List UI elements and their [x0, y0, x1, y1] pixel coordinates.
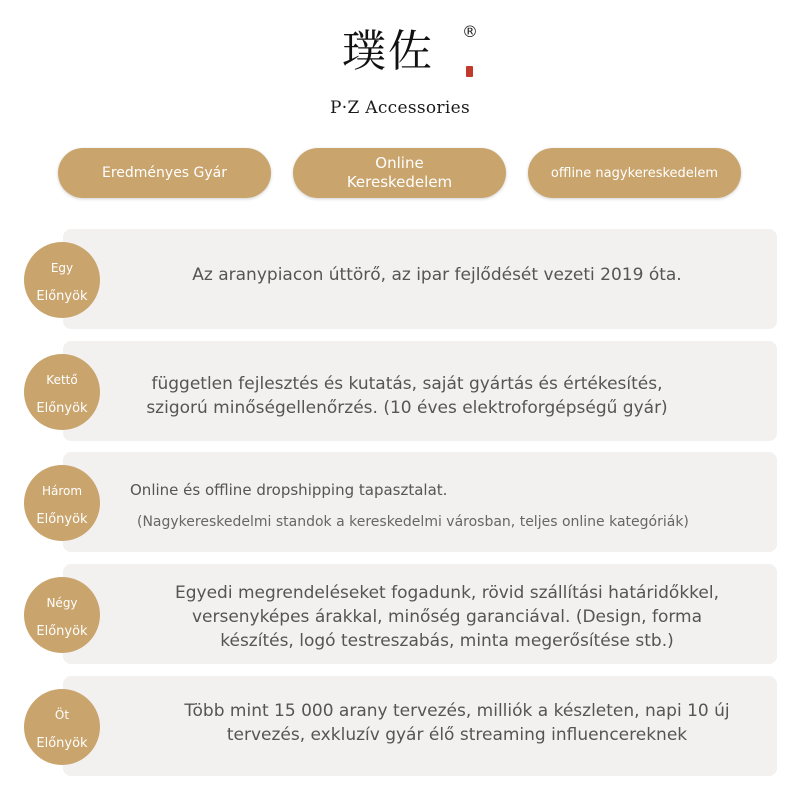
advantage-badge-4 — [24, 577, 100, 653]
advantage-label: Előnyök — [36, 624, 88, 639]
brand-name: P·Z Accessories — [330, 98, 470, 118]
advantage-text: Online és offline dropshipping tapasztalat. — [130, 481, 448, 499]
advantage-text: Az aranypiacon úttörő, az ipar fejlődését vezeti 2019 óta. — [192, 265, 682, 285]
advantage-label: Előnyök — [36, 736, 88, 751]
advantage-text: független fejlesztés és kutatás, saját gyártás és értékesítés, szigorú minőségellenőrzés. (10 éves elektroforgépségű gyár) — [146, 374, 668, 418]
advantage-number: Egy — [50, 261, 74, 275]
advantage-note: (Nagykereskedelmi standok a kereskedelmi városban, teljes online kategóriák) — [137, 514, 689, 530]
advantage-badge-3 — [24, 465, 100, 541]
seal-stamp-icon — [466, 66, 473, 77]
brand-logo-chinese: 璞佐 — [342, 26, 434, 77]
pill-online-commerce: Online Kereskedelem — [293, 148, 506, 198]
pill-effective-factory: Eredményes Gyár — [58, 148, 271, 198]
advantage-text: Több mint 15 000 arany tervezés, milliók a készleten, napi 10 új tervezés, exkluzív gyár élő streaming influencereknek — [184, 701, 730, 745]
advantage-label: Előnyök — [36, 512, 88, 527]
advantage-badge-5 — [24, 689, 100, 765]
advantage-number: Kettő — [46, 373, 78, 387]
advantage-number: Három — [41, 484, 83, 498]
registered-mark: ® — [462, 22, 478, 41]
advantage-number: Öt — [54, 708, 70, 722]
advantage-label: Előnyök — [36, 289, 88, 304]
advantage-label: Előnyök — [36, 401, 88, 416]
advantage-number: Négy — [46, 596, 78, 610]
advantage-card-3 — [63, 452, 777, 552]
brand-logo — [0, 0, 800, 130]
advantage-text: Egyedi megrendeléseket fogadunk, rövid szállítási határidőkkel, versenyképes árakkal, minőség garanciával. (Design, forma készítés, logó testreszabás, minta megerősítése stb.) — [174, 583, 719, 651]
pill-offline-wholesale: offline nagykereskedelem — [528, 148, 741, 198]
